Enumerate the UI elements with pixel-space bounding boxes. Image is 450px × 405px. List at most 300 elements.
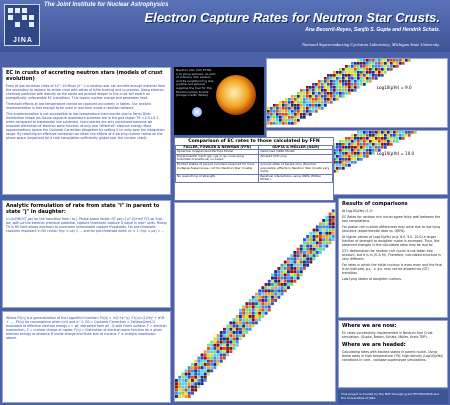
nuclide-cell (291, 113, 294, 116)
nuclide-cell (316, 229, 319, 232)
nuclide-cell (287, 257, 290, 260)
nuclide-cell (273, 110, 276, 113)
nuclide-cell (333, 92, 336, 95)
nuclide-cell (291, 98, 294, 101)
nuclide-cell (330, 83, 333, 86)
comparison-title: Comparison of EC rates to those calculated by FFN (188, 139, 320, 144)
table-cell: Allowed (GT) only. (259, 154, 333, 162)
nuclide-cell (348, 146, 351, 149)
nuclide-cell (327, 89, 330, 92)
nuclide-cell (313, 232, 316, 235)
nuclide-cell (178, 382, 181, 385)
nuclide-cell (291, 119, 294, 122)
nuclide-cell (223, 331, 226, 334)
results-item: For rates in which the initial nucleus is even-even and the final is an odd-odd, g.s. -> g.s. may not be allowed via (GT) transition. (342, 263, 443, 275)
nuclide-cell (233, 321, 236, 324)
nuclide-cell (252, 315, 255, 318)
nuclide-cell (290, 283, 293, 286)
nuclide-cell (303, 116, 306, 119)
nuclide-cell (181, 395, 184, 398)
nuclide-cell (252, 309, 255, 312)
nuclide-cell (265, 283, 268, 286)
nuclide-cell (372, 65, 375, 68)
nuclide-cell (288, 104, 291, 107)
nuclide-cell (293, 261, 296, 264)
results-item: EC Rates for neutron rich nuclei agree fairly well between the two compilations. (342, 215, 441, 223)
nuclide-cell (408, 131, 411, 134)
nuclide-cell (396, 62, 399, 65)
nuclide-cell (178, 385, 181, 388)
table-cell: Experimental input (gs->gs or gs->low-lying forbidden transitions) included. (176, 154, 259, 162)
nuclide-cell (213, 363, 216, 366)
nuclide-cell (261, 293, 264, 296)
nuclide-cell (396, 134, 399, 137)
nuclide-cell (363, 155, 366, 158)
nuclide-cell (357, 146, 360, 149)
nuclide-cell (306, 235, 309, 238)
nuclide-cell (267, 113, 270, 116)
nuclide-cell (322, 235, 325, 238)
nuclide-cell (387, 65, 390, 68)
nuclide-cell (210, 353, 213, 356)
nuclide-cell (369, 68, 372, 71)
nuclide-cell (273, 104, 276, 107)
nuclide-cell (366, 80, 369, 83)
nuclide-cell (405, 59, 408, 62)
nuclide-cell (354, 146, 357, 149)
nuclide-cell (284, 280, 287, 283)
nuclide-cell (204, 360, 207, 363)
nuclide-cell (354, 80, 357, 83)
nuclide-cell (175, 385, 178, 388)
nuclide-cell (363, 80, 366, 83)
nuclide-cell (348, 158, 351, 161)
nuclide-cell (181, 389, 184, 392)
nuclide-cell (185, 389, 188, 392)
nuclide-cell (372, 62, 375, 65)
table-row (176, 174, 333, 182)
nuclide-cell (290, 257, 293, 260)
nuclide-cell (306, 89, 309, 92)
nuclide-cell (303, 248, 306, 251)
nuclide-cell (322, 229, 325, 232)
nuclide-cell (217, 334, 220, 337)
nuclide-cell (393, 137, 396, 140)
nuclide-cell (316, 248, 319, 251)
nuclide-cell (276, 122, 279, 125)
nuclide-cell (342, 86, 345, 89)
nuclide-cell (345, 74, 348, 77)
intro-paragraph-1: Even at low accretion rates of 10^-10 Msun yr^-1 a neutron star can accrete enough material from the secondary to replace its entire crust with ashes of H/He burning and rp process. Along electron chemical potential with density as the ashes are pushed deeper in the crust will switch on energetically unfavorable EC transitions. This lowers nuclear charge and generates heat. (6, 84, 166, 100)
nuclide-cell (324, 95, 327, 98)
nuclide-cell (357, 137, 360, 140)
nuclide-cell (315, 101, 318, 104)
nuclide-cell (332, 213, 335, 216)
nuclide-cell (188, 369, 191, 372)
nuclide-cell (285, 110, 288, 113)
nuclide-cell (300, 254, 303, 257)
nuclide-cell (372, 134, 375, 137)
nuclide-cell (345, 71, 348, 74)
nuclide-cell (369, 59, 372, 62)
nuclide-cell (332, 209, 335, 212)
nuclide-cell (357, 59, 360, 62)
nuclide-cell (188, 385, 191, 388)
nuclide-cell (339, 86, 342, 89)
nuclide-cell (325, 238, 328, 241)
nuclide-cell (387, 137, 390, 140)
nuclide-cell (390, 59, 393, 62)
nuclide-cell (297, 116, 300, 119)
nuclide-cell (201, 369, 204, 372)
nuclide-cell (366, 77, 369, 80)
nuclide-cell (194, 389, 197, 392)
nuclide-cell (300, 261, 303, 264)
nuclide-cell (309, 86, 312, 89)
nuclide-cell (393, 59, 396, 62)
nuclide-cell (297, 92, 300, 95)
nuclide-cell (255, 305, 258, 308)
nuclide-cell (321, 101, 324, 104)
nuclide-cell (220, 334, 223, 337)
nuclide-cell (242, 334, 245, 337)
nuclide-cell (276, 119, 279, 122)
nuclide-cell (303, 92, 306, 95)
nuclide-cell (354, 155, 357, 158)
nuclide-cell (309, 232, 312, 235)
nuclide-cell (315, 104, 318, 107)
nuclide-cell (245, 312, 248, 315)
nuclide-cell (339, 167, 342, 170)
nuclide-cell (321, 104, 324, 107)
nuclide-cell (273, 113, 276, 116)
nuclide-cell (204, 366, 207, 369)
nuclide-cell (332, 238, 335, 241)
nuclide-cell (294, 119, 297, 122)
nuclide-cell (175, 389, 178, 392)
nuclide-cell (245, 321, 248, 324)
nuclide-cell (270, 107, 273, 110)
nuclide-cell (277, 277, 280, 280)
nuclide-cell (197, 373, 200, 376)
nuclide-cell (318, 83, 321, 86)
nuclide-cell (363, 152, 366, 155)
nuclide-cell (351, 83, 354, 86)
nuclide-cell (185, 392, 188, 395)
nuclide-cell (333, 86, 336, 89)
nuclide-cell (327, 101, 330, 104)
nuclide-cell (281, 286, 284, 289)
nuclide-cell (363, 140, 366, 143)
nuclide-cell (405, 131, 408, 134)
nuclide-cell (360, 65, 363, 68)
nuclide-cell (300, 273, 303, 276)
nuclide-cell (339, 95, 342, 98)
nuclide-cell (322, 222, 325, 225)
nuclide-cell (345, 89, 348, 92)
nuclide-cell (378, 62, 381, 65)
nuclide-cell (223, 341, 226, 344)
nuclide-cell (319, 222, 322, 225)
nuclide-cell (287, 286, 290, 289)
nuclide-cell (267, 119, 270, 122)
nuclide-cell (372, 149, 375, 152)
nuclide-cell (293, 280, 296, 283)
nuclide-cell (345, 140, 348, 143)
nuclide-cell (185, 369, 188, 372)
nuclide-cell (318, 104, 321, 107)
nuclide-cell (315, 98, 318, 101)
nuclide-cell (363, 65, 366, 68)
nuclide-cell (306, 110, 309, 113)
nuclide-cell (188, 366, 191, 369)
nuclide-cell (369, 65, 372, 68)
nuclide-cell (191, 369, 194, 372)
nuclide-cell (372, 146, 375, 149)
nuclide-cell (357, 131, 360, 134)
nuclide-cell (354, 77, 357, 80)
nuclide-cell (318, 101, 321, 104)
nuclide-cell (336, 155, 339, 158)
nuclide-cell (279, 110, 282, 113)
nuclide-cell (303, 95, 306, 98)
nuclide-cell (210, 360, 213, 363)
nuclide-cell (316, 232, 319, 235)
nuclide-cell (207, 366, 210, 369)
nuclide-cell (363, 74, 366, 77)
nuclide-cell (268, 289, 271, 292)
table-cell: Ground state of parent only (thermal population effects in Neutron Star Crusts very mild). (259, 162, 333, 174)
nuclide-cell (290, 267, 293, 270)
nuclide-cell (360, 140, 363, 143)
nuclide-cell (381, 65, 384, 68)
results-title: Results of comparisons (342, 201, 408, 207)
nuclide-cell (348, 143, 351, 146)
nuclide-cell (342, 95, 345, 98)
nuclide-cell (324, 89, 327, 92)
nuclide-cell (357, 140, 360, 143)
nuclide-cell (369, 140, 372, 143)
nuclide-cell (297, 261, 300, 264)
nuclide-cell (279, 122, 282, 125)
nuclide-cell (333, 83, 336, 86)
nuclide-cell (309, 251, 312, 254)
nuclide-cell (312, 110, 315, 113)
nuclide-cell (285, 113, 288, 116)
nuclide-cell (261, 302, 264, 305)
nuclide-cell (306, 113, 309, 116)
nuclide-cell (284, 270, 287, 273)
nuclide-cell (329, 235, 332, 238)
nuclide-cell (348, 152, 351, 155)
nuclide-cell (288, 107, 291, 110)
nuclide-cell (369, 149, 372, 152)
nuclide-cell (348, 161, 351, 164)
nuclide-cell (284, 273, 287, 276)
nuclide-cell (306, 107, 309, 110)
nuclide-cell (290, 264, 293, 267)
nuclide-cell (324, 101, 327, 104)
nuclide-cell (342, 167, 345, 170)
nuclide-chart-1 (266, 58, 448, 128)
nuclide-cell (293, 273, 296, 276)
nuclide-cell (324, 104, 327, 107)
nuclide-cell (191, 382, 194, 385)
nuclide-cell (282, 113, 285, 116)
nuclide-cell (188, 389, 191, 392)
nuclide-cell (284, 283, 287, 286)
nuclide-cell (319, 229, 322, 232)
nuclide-cell (293, 264, 296, 267)
nuclide-cell (318, 86, 321, 89)
nuclide-cell (348, 155, 351, 158)
nuclide-cell (330, 95, 333, 98)
table-row (176, 162, 333, 174)
nuclide-cell (354, 65, 357, 68)
affiliation: National Superconducting Cyclotron Laboratory, Michigan State University. (302, 42, 440, 47)
nuclide-cell (306, 257, 309, 260)
nuclide-cell (363, 77, 366, 80)
nuclide-cell (360, 131, 363, 134)
nuclide-cell (390, 131, 393, 134)
nuclide-cell (357, 155, 360, 158)
nuclide-cell (318, 80, 321, 83)
nuclide-cell (277, 293, 280, 296)
nuclide-cell (300, 89, 303, 92)
nuclide-cell (204, 357, 207, 360)
nuclide-cell (360, 155, 363, 158)
nuclide-cell (322, 225, 325, 228)
nuclide-cell (369, 74, 372, 77)
nuclide-cell (194, 369, 197, 372)
nuclide-cell (226, 334, 229, 337)
nuclide-cell (282, 110, 285, 113)
nuclide-cell (348, 92, 351, 95)
nuclide-cell (252, 312, 255, 315)
logo-text: JINA (13, 37, 33, 44)
nuclide-cell (336, 161, 339, 164)
nuclide-cell (369, 152, 372, 155)
nuclide-cell (265, 305, 268, 308)
nuclide-cell (363, 83, 366, 86)
nuclide-cell (351, 68, 354, 71)
nuclide-cell (360, 68, 363, 71)
nuclide-cell (402, 134, 405, 137)
nuclide-cell (249, 315, 252, 318)
nuclide-cell (375, 77, 378, 80)
nuclide-cell (330, 89, 333, 92)
nuclide-cell (213, 347, 216, 350)
nuclide-cell (366, 59, 369, 62)
nuclide-cell (265, 296, 268, 299)
nuclide-cell (330, 86, 333, 89)
nuclide-cell (351, 65, 354, 68)
nuclide-cell (252, 296, 255, 299)
nuclide-cell (309, 110, 312, 113)
nuclide-cell (324, 86, 327, 89)
nuclide-cell (325, 222, 328, 225)
chart-1-label: Log10(ρYe) = 9.0 (377, 85, 412, 90)
nuclide-cell (207, 347, 210, 350)
nuclide-cell (287, 273, 290, 276)
nuclide-cell (339, 155, 342, 158)
nuclide-cell (220, 331, 223, 334)
nuclide-cell (312, 98, 315, 101)
nuclide-cell (372, 71, 375, 74)
nuclide-cell (384, 68, 387, 71)
nuclide-cell (210, 363, 213, 366)
nuclide-cell (175, 392, 178, 395)
nuclide-cell (201, 379, 204, 382)
nuclide-cell (279, 104, 282, 107)
nuclide-cell (273, 119, 276, 122)
nuclide-cell (354, 152, 357, 155)
nuclide-cell (261, 309, 264, 312)
nuclide-cell (330, 77, 333, 80)
nuclide-cell (333, 71, 336, 74)
nuclide-cell (345, 155, 348, 158)
nuclide-cell (229, 347, 232, 350)
nuclide-cell (345, 68, 348, 71)
nuclide-cell (336, 146, 339, 149)
nuclide-cell (345, 65, 348, 68)
nuclide-cell (191, 392, 194, 395)
nuclide-cell (316, 235, 319, 238)
nuclide-cell (339, 77, 342, 80)
nuclide-cell (300, 251, 303, 254)
nuclide-cell (336, 80, 339, 83)
nuclide-cell (204, 363, 207, 366)
nuclide-cell (316, 238, 319, 241)
nuclide-cell (332, 219, 335, 222)
nuclide-cell (336, 164, 339, 167)
nuclide-cell (329, 219, 332, 222)
nuclide-cell (366, 140, 369, 143)
nuclide-cell (194, 363, 197, 366)
nuclide-cell (402, 62, 405, 65)
nuclide-cell (300, 95, 303, 98)
nuclide-cell (322, 241, 325, 244)
nuclide-cell (274, 289, 277, 292)
nuclide-cell (293, 254, 296, 257)
header-gm: GUPTA & MÖLLER (G&M) (259, 145, 333, 150)
nuclide-cell (178, 392, 181, 395)
nuclide-cell (285, 104, 288, 107)
nuclide-cell (281, 277, 284, 280)
nuclide-cell (290, 280, 293, 283)
nuclide-cell (384, 134, 387, 137)
nuclide-cell (236, 341, 239, 344)
nuclide-cell (287, 270, 290, 273)
nuclide-cell (325, 216, 328, 219)
nuclide-cell (309, 101, 312, 104)
nuclide-cell (339, 146, 342, 149)
nuclide-cell (360, 83, 363, 86)
nuclide-cell (274, 270, 277, 273)
nuclide-cell (306, 86, 309, 89)
nuclide-cell (360, 59, 363, 62)
nuclide-cell (297, 104, 300, 107)
nuclide-cell (255, 312, 258, 315)
intro-paragraph-2: Threshold effects at low temperature cannot be captured accurately in tables. Our analytic implementation is fast enough to be used in real-time inside a reaction network. (6, 102, 152, 110)
nuclide-cell (239, 315, 242, 318)
nuclide-cell (220, 357, 223, 360)
nuclide-cell (399, 131, 402, 134)
nuclide-cell (213, 350, 216, 353)
nuclide-cell (354, 89, 357, 92)
nuclide-cell (306, 241, 309, 244)
nuclide-cell (375, 143, 378, 146)
